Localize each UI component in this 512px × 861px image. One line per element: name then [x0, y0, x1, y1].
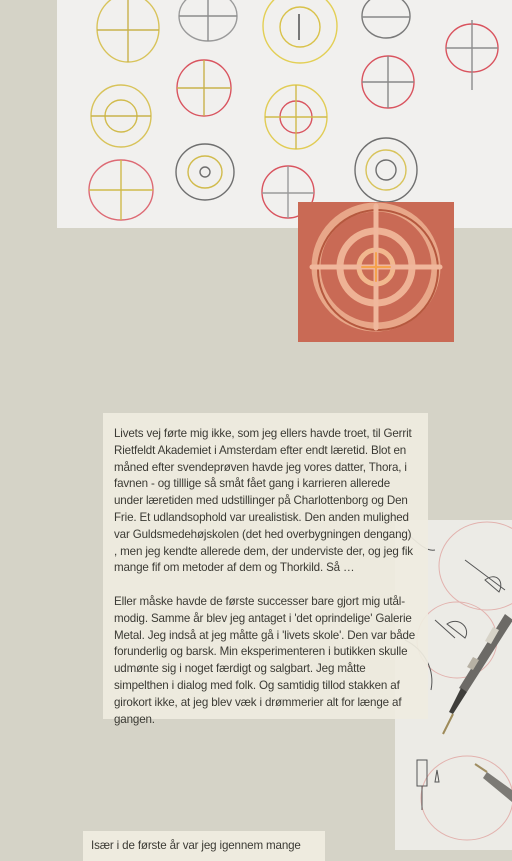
sketch-photo — [57, 0, 512, 228]
copper-photo — [298, 202, 454, 342]
body-paragraph: Eller måske havde de første successer bare gjort mig utål-modig. Samme år blev jeg antaget i 'det oprindelige' Galerie Metal. Jeg indså at jeg måtte gå i 'livets skole'. Den var både forunderlig og barsk. Min eksperimenteren i butikken skulle udmønte sig i noget færdigt og salgbart. Jeg måtte simpelthen i dialog med folk. Og samtidig tillod stakken af girokort ikke, at jeg blev væk i drømmerier alt for længe af gangen. — [114, 594, 416, 726]
body-paragraph: Livets vej førte mig ikke, som jeg ellers havde troet, til Gerrit Rietfeldt Akademiet i Amsterdam efter endt læretid. Blot en måned efter svendeprøven havde jeg vores datter, Thora, i favnen - og tilllige så småt fået gang i karrieren allerede under læretiden med udstillinger på Charlottenborg og Den Frie. Et udlandsophold var urealistisk. Den anden mulighed var Guldsmedehøjskolen (det hed overbygningen dengang) , men jeg kendte allerede dem, der underviste der, og jeg fik mange fif om metoder af dem og Thorkild. Så … — [114, 427, 413, 575]
body-paragraph: Især i de første år var jeg igennem mange — [91, 839, 301, 852]
text-panel — [103, 413, 428, 726]
text-panel-continued — [83, 831, 325, 861]
